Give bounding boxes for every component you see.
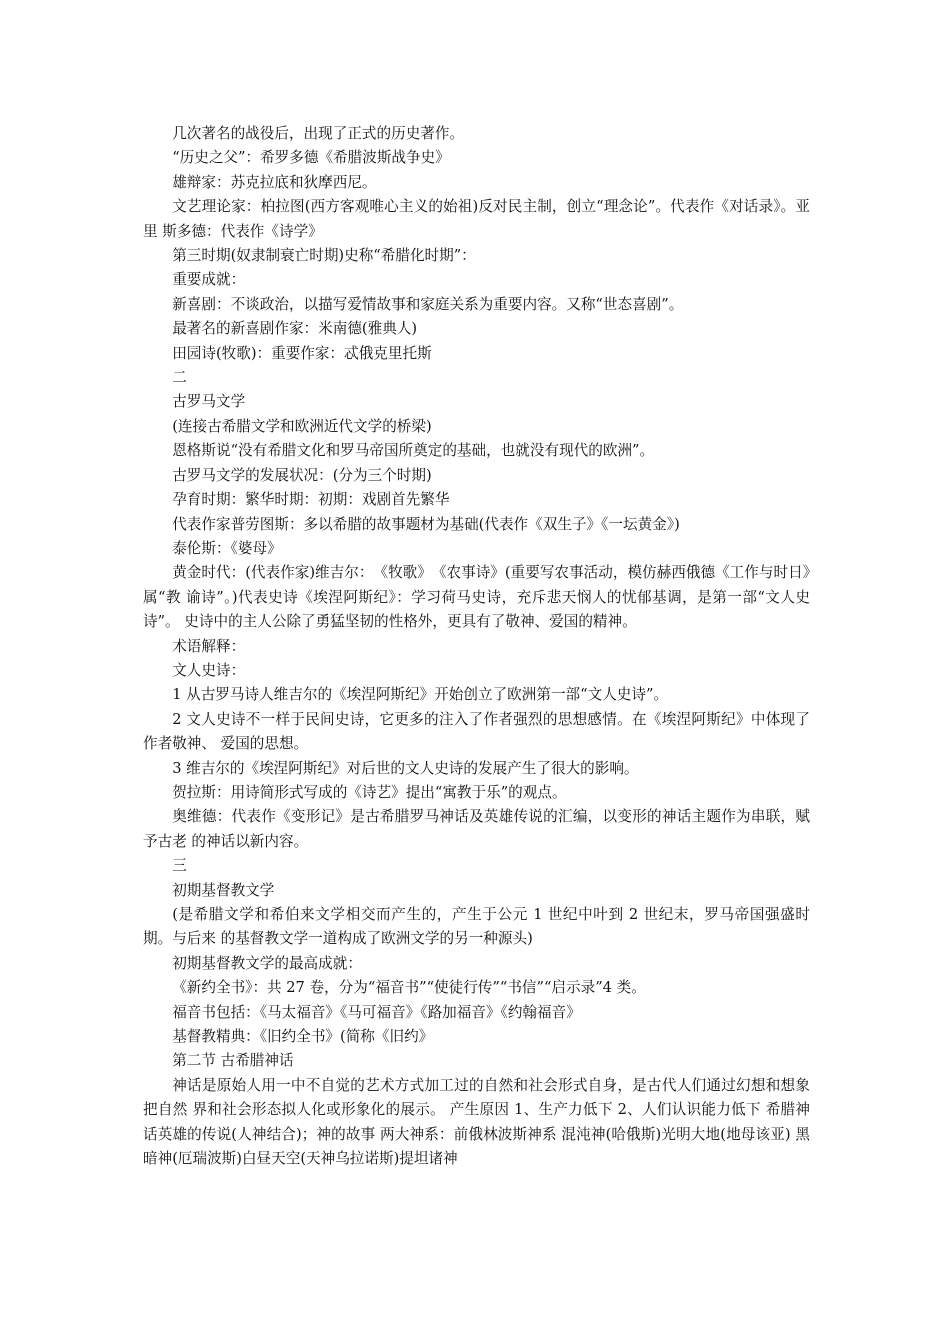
- section-number: 二: [172, 369, 187, 387]
- paragraph: 3 维吉尔的《埃涅阿斯纪》对后世的文人史诗的发展产生了很大的影响。: [172, 759, 639, 777]
- paragraph: 文艺理论家：柏拉图(西方客观唯心主义的始祖)反对民主制，创立“理念论”。代表作《对话录》。亚里 斯多德：代表作《诗学》: [143, 198, 810, 240]
- paragraph: 第三时期(奴隶制衰亡时期)史称“希腊化时期”：: [172, 247, 476, 265]
- paragraph: 新喜剧：不谈政治，以描写爱情故事和家庭关系为重要内容。又称“世态喜剧”。: [172, 295, 684, 313]
- paragraph: 《新约全书》：共 27 卷，分为“福音书”“使徒行传”“书信”“启示录”4 类。: [172, 979, 646, 997]
- paragraph: 恩格斯说“没有希腊文化和罗马帝国所奠定的基础，也就没有现代的欧洲”。: [172, 442, 655, 460]
- paragraph: 初期基督教文学的最高成就：: [172, 954, 362, 972]
- paragraph: 重要成就：: [172, 271, 246, 289]
- paragraph: 贺拉斯：用诗简形式写成的《诗艺》提出“寓教于乐”的观点。: [172, 783, 567, 801]
- paragraph: (是希腊文学和希伯来文学相交而产生的，产生于公元 1 世纪中叶到 2 世纪末，罗马帝国强盛时期。与后来 的基督教文学一道构成了欧洲文学的另一种源头): [143, 906, 810, 948]
- paragraph: 2 文人史诗不一样于民间史诗，它更多的注入了作者强烈的思想感情。在《埃涅阿斯纪》中体现了作者敬神、 爱国的思想。: [143, 710, 810, 753]
- paragraph: 几次著名的战役后，出现了正式的历史著作。: [172, 125, 465, 142]
- paragraph: 神话是原始人用一中不自觉的艺术方式加工过的自然和社会形式自身，是古代人们通过幻想和想象把自然 界和社会形态拟人化或形象化的展示。 产生原因 1、生产力低下 2、人们认识能力低下 希腊神话英雄的传说(人神结合)；神的故事 两大神系：前俄林波斯神系 混沌神(哈俄斯)光明大地(地母该亚) 黑暗神(厄瑞波斯)白昼天空(天神乌拉诺斯)提坦诸神: [143, 1076, 810, 1168]
- paragraph: 福音书包括：《马太福音》《马可福音》《路加福音》《约翰福音》: [172, 1003, 581, 1021]
- paragraph: 术语解释：: [172, 637, 246, 655]
- paragraph: “历史之父”：希罗多德《希腊波斯战争史》: [172, 149, 450, 167]
- paragraph: 泰伦斯：《婆母》: [172, 539, 282, 557]
- section-heading: 第二节 古希腊神话: [172, 1052, 294, 1070]
- paragraph: 黄金时代：(代表作家)维吉尔： 《牧歌》 《农事诗》(重要写农事活动，模仿赫西俄德《工作与时日》属“教 谕诗”。)代表史诗《埃涅阿斯纪》：学习荷马史诗，充斥悲天悯人的忧郁基调，是第一部“文人史诗”。 史诗中的主人公除了勇猛坚韧的性格外，更具有了敬神、爱国的精神。: [143, 564, 810, 631]
- paragraph: 最著名的新喜剧作家：米南德(雅典人): [172, 320, 418, 338]
- paragraph: 雄辩家：苏克拉底和狄摩西尼。: [172, 173, 377, 191]
- section-number: 三: [172, 857, 187, 875]
- paragraph: 奥维德：代表作《变形记》是古希腊罗马神话及英雄传说的汇编，以变形的神话主题作为串联，赋予古老 的神话以新内容。: [143, 808, 810, 850]
- paragraph: 文人史诗：: [172, 661, 246, 679]
- paragraph: (连接古希腊文学和欧洲近代文学的桥梁): [172, 417, 432, 435]
- paragraph: 基督教精典：《旧约全书》(简称《旧约》: [172, 1028, 434, 1046]
- section-heading: 古罗马文学: [172, 393, 246, 411]
- paragraph: 田园诗(牧歌)：重要作家：忒俄克里托斯: [172, 344, 432, 362]
- paragraph: 孕育时期：繁华时期：初期：戏剧首先繁华: [172, 491, 450, 509]
- paragraph: 古罗马文学的发展状况：(分为三个时期): [172, 466, 432, 484]
- paragraph: 1 从古罗马诗人维吉尔的《埃涅阿斯纪》开始创立了欧洲第一部“文人史诗”。: [172, 686, 669, 704]
- section-heading: 初期基督教文学: [172, 881, 275, 899]
- document-body: [143, 122, 810, 1171]
- paragraph: 代表作家普劳图斯：多以希腊的故事题材为基础(代表作《双生子》《一坛黄金》): [172, 515, 680, 533]
